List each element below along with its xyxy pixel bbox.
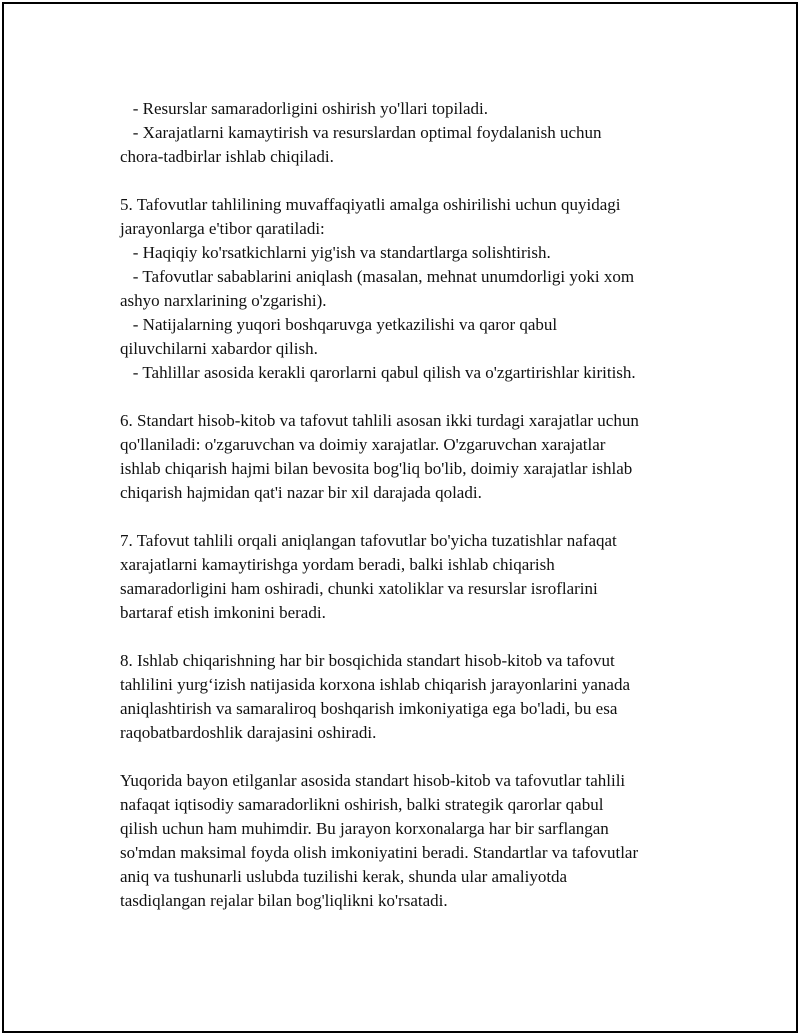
text-line: Yuqorida bayon etilganlar asosida standart hisob-kitob va tafovutlar tahlili bbox=[120, 771, 626, 790]
paragraph-gap bbox=[120, 625, 700, 649]
text-line: qo'llaniladi: o'zgaruvchan va doimiy xarajatlar. O'zgaruvchan xarajatlar bbox=[120, 435, 606, 454]
text-line: 5. Tafovutlar tahlilining muvaffaqiyatli amalga oshirilishi uchun quyidagi bbox=[120, 195, 621, 214]
page-frame bbox=[2, 2, 798, 1033]
text-line: qiluvchilarni xabardor qilish. bbox=[120, 339, 318, 358]
paragraph-gap bbox=[120, 505, 700, 529]
paragraph-conclusion bbox=[120, 769, 700, 913]
text-line: 7. Tafovut tahlili orqali aniqlangan tafovutlar bo'yicha tuzatishlar nafaqat bbox=[120, 531, 617, 550]
text-line: - Tahlillar asosida kerakli qarorlarni qabul qilish va o'zgartirishlar kiritish. bbox=[120, 363, 636, 382]
text-line: - Natijalarning yuqori boshqaruvga yetkazilishi va qaror qabul bbox=[120, 315, 558, 334]
text-line: aniq va tushunarli uslubda tuzilishi kerak, shunda ular amaliyotda bbox=[120, 867, 568, 886]
text-line: tasdiqlangan rejalar bilan bog'liqlikni ko'rsatadi. bbox=[120, 891, 448, 910]
paragraph-gap bbox=[120, 169, 700, 193]
text-line: qilish uchun ham muhimdir. Bu jarayon korxonalarga har bir sarflangan bbox=[120, 819, 609, 838]
text-line: xarajatlarni kamaytirishga yordam beradi, balki ishlab chiqarish bbox=[120, 555, 555, 574]
paragraph-point-7 bbox=[120, 529, 700, 625]
text-line: aniqlashtirish va samaraliroq boshqarish imkoniyatiga ega bo'ladi, bu esa bbox=[120, 699, 618, 718]
document-body bbox=[120, 97, 700, 913]
paragraph-point-6 bbox=[120, 409, 700, 505]
text-line: 8. Ishlab chiqarishning har bir bosqichida standart hisob-kitob va tafovut bbox=[120, 651, 615, 670]
text-line: - Resurslar samaradorligini oshirish yo'llari topiladi. bbox=[120, 99, 489, 118]
text-line: chora-tadbirlar ishlab chiqiladi. bbox=[120, 147, 334, 166]
text-line: bartaraf etish imkonini beradi. bbox=[120, 603, 326, 622]
text-line: so'mdan maksimal foyda olish imkoniyatini beradi. Standartlar va tafovutlar bbox=[120, 843, 639, 862]
paragraph-list-continuation bbox=[120, 97, 700, 169]
text-line: raqobatbardoshlik darajasini oshiradi. bbox=[120, 723, 377, 742]
text-line: chiqarish hajmidan qat'i nazar bir xil darajada qoladi. bbox=[120, 483, 482, 502]
paragraph-gap bbox=[120, 385, 700, 409]
text-line: ishlab chiqarish hajmi bilan bevosita bog'liq bo'lib, doimiy xarajatlar ishlab bbox=[120, 459, 633, 478]
text-line: - Haqiqiy ko'rsatkichlarni yig'ish va standartlarga solishtirish. bbox=[120, 243, 551, 262]
text-line: - Tafovutlar sabablarini aniqlash (masalan, mehnat unumdorligi yoki xom bbox=[120, 267, 635, 286]
text-line: samaradorligini ham oshiradi, chunki xatoliklar va resurslar isroflarini bbox=[120, 579, 598, 598]
text-line: jarayonlarga e'tibor qaratiladi: bbox=[120, 219, 325, 238]
text-line: tahlilini yurg‘izish natijasida korxona ishlab chiqarish jarayonlarini yanada bbox=[120, 675, 631, 694]
paragraph-point-8 bbox=[120, 649, 700, 745]
text-line: ashyo narxlarining o'zgarishi). bbox=[120, 291, 327, 310]
text-line: 6. Standart hisob-kitob va tafovut tahlili asosan ikki turdagi xarajatlar uchun bbox=[120, 411, 639, 430]
text-line: nafaqat iqtisodiy samaradorlikni oshirish, balki strategik qarorlar qabul bbox=[120, 795, 604, 814]
text-line: - Xarajatlarni kamaytirish va resurslardan optimal foydalanish uchun bbox=[120, 123, 602, 142]
paragraph-gap bbox=[120, 745, 700, 769]
paragraph-point-5 bbox=[120, 193, 700, 385]
